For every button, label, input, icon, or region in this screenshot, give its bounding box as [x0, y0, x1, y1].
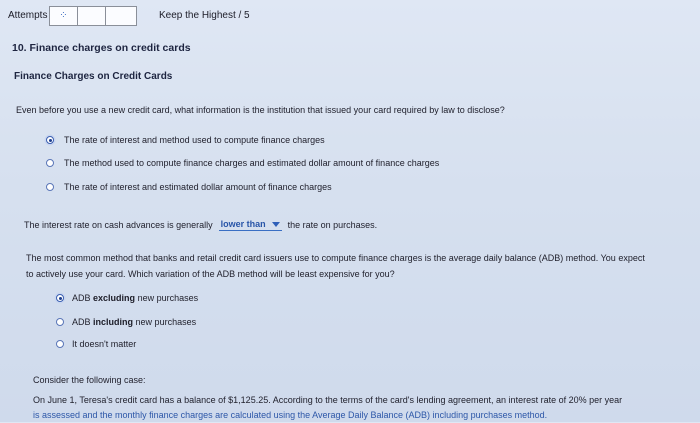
attempts-tracker — [49, 6, 137, 26]
q3-prompt: The most common method that banks and retail credit card issuers use to compute finance charges is the average daily balance (ADB) method. You expect to actively use your card. Which variation of the ADB method will be least expensive for you? — [26, 253, 645, 279]
q3-option-1-label — [72, 293, 198, 303]
q1-option-1-label: The rate of interest and method used to compute finance charges — [64, 135, 325, 145]
q2-dropdown[interactable] — [219, 219, 282, 231]
radio-selected-icon[interactable] — [56, 294, 64, 302]
question-title: 10. Finance charges on credit cards — [12, 42, 191, 54]
q3-option-1-prefix: ADB — [72, 293, 91, 303]
dropdown-triangle-icon[interactable] — [272, 222, 280, 227]
attempt-box-2 — [78, 7, 106, 25]
radio-icon[interactable] — [46, 183, 54, 191]
radio-icon[interactable] — [56, 340, 64, 348]
attempt-dots-icon: ⁘ — [59, 10, 68, 21]
case-text-line-1: On June 1, Teresa's credit card has a balance of $1,125.25. According to the terms of the card's lending agreement, an interest rate of 20% per year — [33, 395, 623, 405]
q2-sentence — [24, 219, 377, 231]
q2-before: The interest rate on cash advances is generally — [24, 220, 213, 230]
q3-option-3-label: It doesn't matter — [72, 339, 137, 349]
q1-option-2[interactable] — [46, 158, 439, 168]
q3-option-1-suffix: new purchases — [137, 293, 199, 303]
radio-icon[interactable] — [56, 318, 64, 326]
attempt-box-1 — [50, 7, 78, 25]
attempt-box-3 — [106, 7, 136, 25]
q1-option-2-label: The method used to compute finance charges and estimated dollar amount of finance charges — [64, 158, 440, 168]
q3-option-2-suffix: new purchases — [135, 317, 197, 327]
radio-icon[interactable] — [46, 159, 54, 167]
q1-option-3[interactable] — [46, 182, 332, 192]
case-text-line-2: is assessed and the monthly finance charges are calculated using the Average Daily Balance (ADB) including purchases method. — [33, 410, 548, 420]
q1-option-1[interactable] — [46, 135, 325, 145]
q3-option-2-bold: including — [93, 317, 134, 327]
consider-label: Consider the following case: — [33, 375, 146, 385]
q3-option-2-label — [72, 317, 196, 327]
q2-dropdown-value: lower than — [220, 219, 266, 229]
q3-option-2[interactable] — [56, 317, 196, 327]
q3-option-1[interactable] — [56, 293, 198, 303]
q3-option-2-prefix: ADB — [72, 317, 91, 327]
q1-option-3-label: The rate of interest and estimated dollar amount of finance charges — [64, 182, 332, 192]
keep-highest-label: Keep the Highest / 5 — [159, 10, 250, 21]
q1-prompt: Even before you use a new credit card, what information is the institution that issued your card required by law to disclose? — [16, 105, 505, 115]
radio-selected-icon[interactable] — [46, 136, 54, 144]
q2-after: the rate on purchases. — [287, 220, 378, 230]
attempts-label: Attempts — [8, 10, 48, 21]
case-text — [33, 393, 673, 423]
section-title: Finance Charges on Credit Cards — [14, 71, 173, 82]
q3-option-3[interactable] — [56, 339, 136, 349]
q3-option-1-bold: excluding — [93, 293, 136, 303]
